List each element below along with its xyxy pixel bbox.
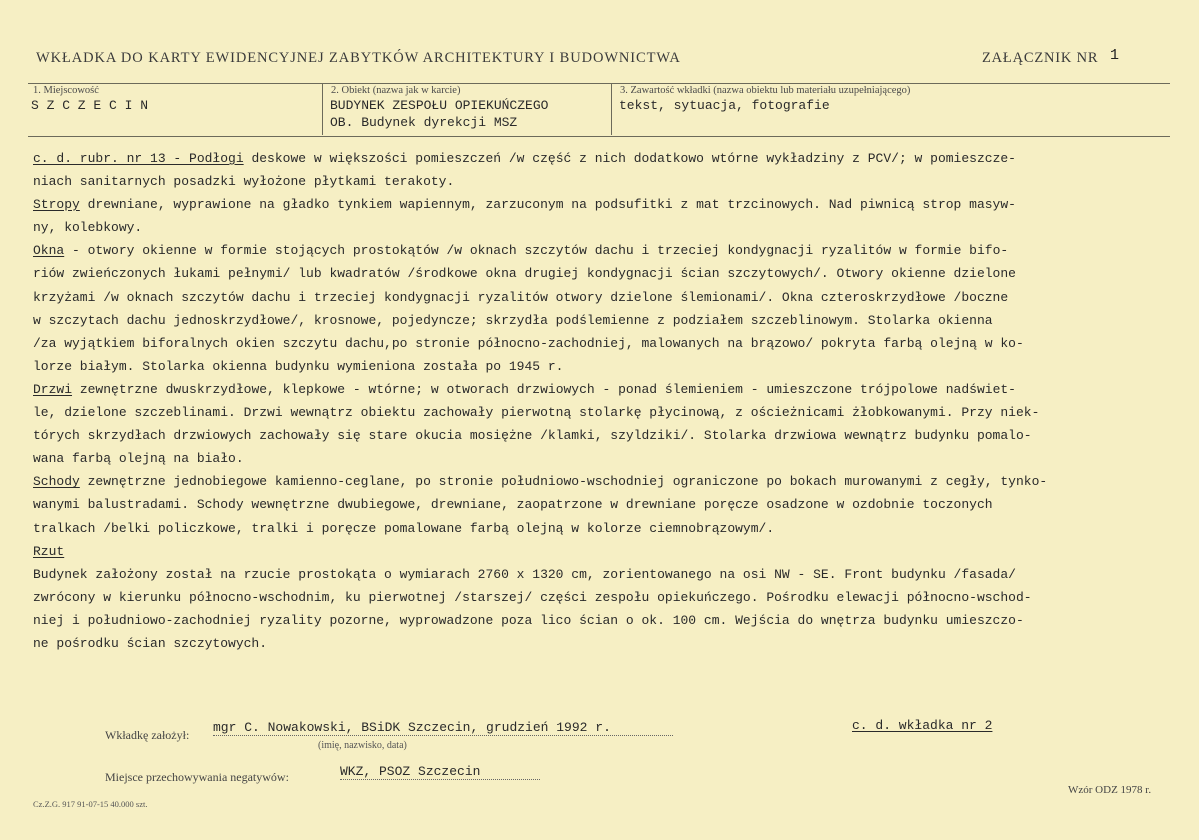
- annex-number: 1: [1110, 47, 1120, 64]
- section-heading-stairs: Schody: [33, 474, 80, 490]
- text-line: wanymi balustradami. Schody wewnętrzne dwubiegowe, drewniane, zaopatrzone w drewniane poręcze osadzone w ozdobnie toczonych: [33, 497, 993, 513]
- continuation-reference: c. d. wkładka nr 2: [852, 718, 993, 733]
- text-line: w szczytach dachu jednoskrzydłowe/, krosnowe, pojedyncze; skrzydła podślemienne z podziałem szczeblinowym. Stolarka okienna: [33, 312, 993, 328]
- created-by-label: Wkładkę założył:: [105, 728, 190, 742]
- text-line: niach sanitarnych posadzki wyłożone płytkami terakoty.: [33, 174, 455, 190]
- line-text: zewnętrzne dwuskrzydłowe, klepkowe - wtórne; w otworach drzwiowych - ponad ślemieniem - umieszczone trójpolowe nadświet-: [72, 381, 1016, 397]
- section-heading-floors: c. d. rubr. nr 13 - Podłogi: [33, 151, 244, 166]
- field-contents-label: 3. Zawartość wkładki (nazwa obiektu lub materiału uzupełniającego): [620, 85, 911, 96]
- text-line: [33, 147, 1173, 170]
- text-line: Budynek założony został na rzucie prostokąta o wymiarach 2760 x 1320 cm, zorientowanego na osi NW - SE. Front budynku /fasada/: [33, 566, 1016, 582]
- field-divider: [611, 84, 612, 135]
- text-line: [33, 193, 1173, 216]
- created-by-caption: (imię, nazwisko, data): [318, 740, 407, 751]
- text-line: [33, 540, 1173, 563]
- negatives-location-value: WKZ, PSOZ Szczecin: [340, 764, 540, 780]
- text-line: [33, 239, 1173, 262]
- print-info: Cz.Z.G. 917 91-07-15 40.000 szt.: [33, 799, 148, 809]
- field-locality-label: 1. Miejscowość: [33, 85, 99, 96]
- text-line: krzyżami /w oknach szczytów dachu i trzeciej kondygnacji ryzalitów otwory dzielone ślemionami/. Okna czteroskrzydłowe /boczne: [33, 289, 1009, 305]
- text-line: ny, kolebkowy.: [33, 220, 143, 236]
- text-line: tralkach /belki policzkowe, tralki i poręcze pomalowane farbą olejną w kolorze ciemnobrązowym/.: [33, 520, 775, 536]
- created-by-value: mgr C. Nowakowski, BSiDK Szczecin, grudzień 1992 r.: [213, 720, 673, 736]
- form-title: WKŁADKA DO KARTY EWIDENCYJNEJ ZABYTKÓW ARCHITEKTURY I BUDOWNICTWA: [36, 50, 681, 66]
- text-line: lorze białym. Stolarka okienna budynku wymieniona została po 1945 r.: [33, 358, 564, 374]
- section-heading-doors: Drzwi: [33, 381, 73, 397]
- text-line: niej i południowo-zachodniej ryzality pozorne, wyprowadzone poza lico ścian o ok. 100 cm. Wejścia do wnętrza budynku umieszczo-: [33, 612, 1024, 628]
- text-line: zwrócony w kierunku północno-wschodnim, ku pierwotnej /starszej/ części zespołu opiekuńczego. Pośrodku elewacji północno-wschod-: [33, 589, 1032, 605]
- text-line: riów zwieńczonych łukami pełnymi/ lub kwadratów /środkowe okna drugiej kondygnacji ścian szczytowych/. Otwory okienne dzielone: [33, 266, 1016, 282]
- line-text: - otwory okienne w formie stojących prostokątów /w oknach szczytów dachu i trzeciej kondygnacji ryzalitów w formie bifo-: [64, 243, 1009, 259]
- text-line: [33, 378, 1173, 401]
- text-line: tórych skrzydłach drzwiowych zachowały się stare okucia mosiężne /klamki, szyldziki/. Stolarka drzwiowa wewnątrz budynku pomalo-: [33, 428, 1032, 444]
- description-text: [33, 147, 1173, 655]
- form-code: Wzór ODZ 1978 r.: [1068, 784, 1152, 796]
- annex-label: ZAŁĄCZNIK NR: [982, 50, 1099, 66]
- text-line: ne pośrodku ścian szczytowych.: [33, 635, 268, 651]
- section-heading-windows: Okna: [33, 243, 65, 259]
- text-line: [33, 470, 1173, 493]
- text-line: wana farbą olejną na biało.: [33, 451, 244, 467]
- field-contents-value: tekst, sytuacja, fotografie: [619, 98, 830, 113]
- line-text: zewnętrzne jednobiegowe kamienno-ceglane, po stronie południowo-wschodniej ograniczone po bokach murowanymi z cegły, tynko-: [79, 474, 1048, 490]
- object-fields-table: [28, 83, 1170, 137]
- text-line: le, dzielone szczeblinami. Drzwi wewnątrz obiektu zachowały pierwotną stolarkę płycinową, z ościeżnicami żłobkowanymi. Przy niek-: [33, 405, 1040, 421]
- field-object-value-line2: OB. Budynek dyrekcji MSZ: [330, 115, 518, 130]
- line-text: deskowe w większości pomieszczeń /w część z nich dodatkowo wtórne wykładziny z PCV/; w pomieszcze-: [243, 151, 1016, 166]
- section-heading-plan: Rzut: [33, 543, 65, 559]
- line-text: drewniane, wyprawione na gładko tynkiem wapiennym, zarzuconym na podsufitki z mat trzcinowych. Nad piwnicą strop masyw-: [79, 197, 1016, 213]
- field-locality-value: S Z C Z E C I N: [31, 98, 149, 113]
- field-object-value-line1: BUDYNEK ZESPOŁU OPIEKUŃCZEGO: [330, 98, 549, 113]
- section-heading-ceilings: Stropy: [33, 197, 80, 213]
- field-object-label: 2. Obiekt (nazwa jak w karcie): [331, 85, 461, 96]
- text-line: /za wyjątkiem biforalnych okien szczytu dachu,po stronie północno-zachodniej, malowanych na brązowo/ pokryta farbą olejną w ko-: [33, 335, 1024, 351]
- negatives-location-label: Miejsce przechowywania negatywów:: [105, 770, 289, 784]
- field-divider: [322, 84, 323, 135]
